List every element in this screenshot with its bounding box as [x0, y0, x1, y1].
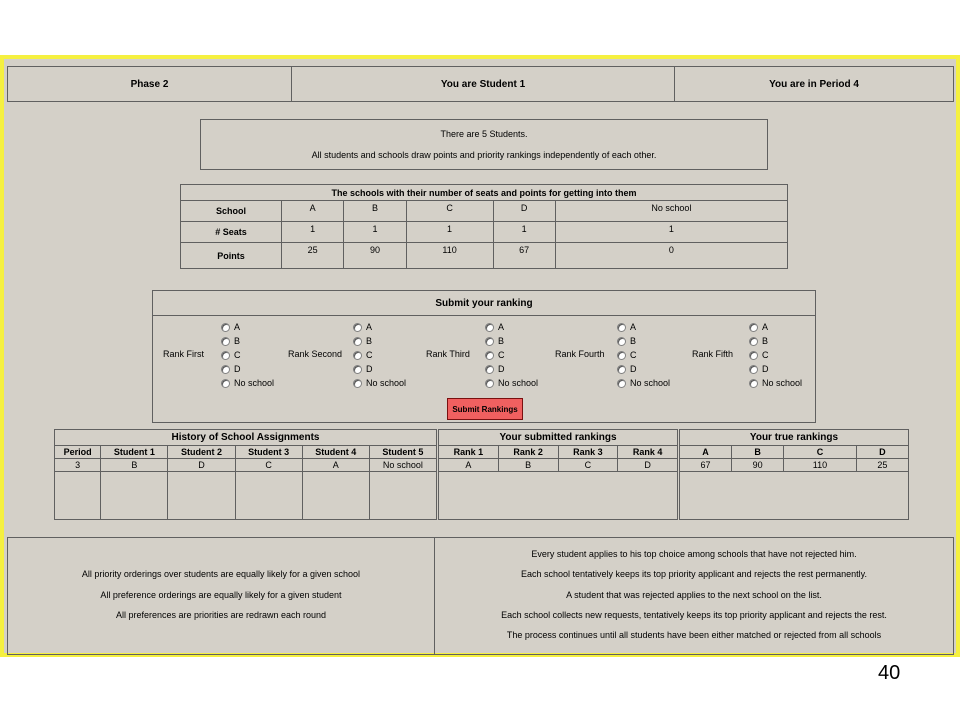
seats-value: 1 — [282, 222, 344, 243]
table-row — [439, 459, 678, 472]
rank-second-label: Rank Second — [288, 349, 343, 359]
note-right: Every student applies to his top choice among schools that have not rejected him. — [531, 549, 857, 559]
radio-icon[interactable] — [749, 337, 758, 346]
rank-third-option-d[interactable]: D — [485, 363, 505, 375]
radio-icon[interactable] — [353, 323, 362, 332]
seats-value: 1 — [555, 222, 787, 243]
points-value: 0 — [555, 243, 787, 269]
table-row — [439, 472, 678, 520]
points-value: 90 — [344, 243, 406, 269]
note-right: Each school tentatively keeps its top priority applicant and rejects the rest permanently. — [520, 569, 867, 579]
true-col-header: B — [732, 446, 784, 459]
true-cell: 25 — [856, 459, 908, 472]
rank-second-option-b[interactable]: B — [353, 335, 372, 347]
radio-icon[interactable] — [749, 351, 758, 360]
radio-icon[interactable] — [749, 323, 758, 332]
table-row — [55, 459, 437, 472]
school-name: D — [493, 201, 555, 222]
school-name: C — [406, 201, 493, 222]
radio-icon[interactable] — [617, 351, 626, 360]
rank-fifth-option-b[interactable]: B — [749, 335, 768, 347]
radio-icon[interactable] — [749, 365, 758, 374]
history-col-header: Student 3 — [235, 446, 302, 459]
school-row-label: School — [181, 201, 282, 222]
rank-fourth-option-a[interactable]: A — [617, 321, 636, 333]
points-value: 25 — [282, 243, 344, 269]
history-table — [54, 429, 437, 520]
seats-value: 1 — [344, 222, 406, 243]
rank-second-option-c[interactable]: C — [353, 349, 373, 361]
history-col-header: Period — [55, 446, 101, 459]
rank-fourth-option-b[interactable]: B — [617, 335, 636, 347]
rank-third-option-c[interactable]: C — [485, 349, 505, 361]
history-cell: C — [235, 459, 302, 472]
table-row — [680, 472, 909, 520]
history-cell: D — [168, 459, 235, 472]
schools-table-title: The schools with their number of seats and points for getting into them — [181, 185, 788, 201]
history-col-header: Student 2 — [168, 446, 235, 459]
radio-icon[interactable] — [353, 379, 362, 388]
history-title: History of School Assignments — [55, 430, 437, 446]
notes-left-panel — [7, 537, 435, 655]
history-col-header: Student 1 — [101, 446, 168, 459]
radio-icon[interactable] — [749, 379, 758, 388]
true-rankings-title: Your true rankings — [680, 430, 909, 446]
history-col-header: Student 4 — [302, 446, 369, 459]
rank-third-label: Rank Third — [426, 349, 470, 359]
rank-second-option-d[interactable]: D — [353, 363, 373, 375]
rank-third-option-b[interactable]: B — [485, 335, 504, 347]
rank-fifth-option-c[interactable]: C — [749, 349, 769, 361]
submitted-col-header: Rank 1 — [439, 446, 499, 459]
radio-icon[interactable] — [353, 365, 362, 374]
rank-fourth-option-none[interactable]: No school — [617, 377, 670, 389]
true-col-header: C — [784, 446, 857, 459]
history-cell: No school — [369, 459, 436, 472]
radio-icon[interactable] — [617, 337, 626, 346]
schools-table — [180, 184, 788, 269]
submitted-col-header: Rank 3 — [558, 446, 618, 459]
seats-value: 1 — [406, 222, 493, 243]
note-left: All preference orderings are equally likely for a given student — [100, 590, 342, 600]
points-row-label: Points — [181, 243, 282, 269]
points-value: 110 — [406, 243, 493, 269]
school-name: A — [282, 201, 344, 222]
phase-label: Phase 2 — [7, 66, 292, 102]
true-rankings-table — [679, 429, 909, 520]
rank-fifth-option-a[interactable]: A — [749, 321, 768, 333]
radio-icon[interactable] — [617, 323, 626, 332]
rank-second-option-none[interactable]: No school — [353, 377, 406, 389]
rank-first-option-b[interactable]: B — [221, 335, 240, 347]
true-col-header: D — [856, 446, 908, 459]
history-col-header: Student 5 — [369, 446, 436, 459]
rank-third-option-none[interactable]: No school — [485, 377, 538, 389]
points-value: 67 — [493, 243, 555, 269]
submitted-col-header: Rank 4 — [618, 446, 678, 459]
radio-icon[interactable] — [485, 351, 494, 360]
notes-right-panel — [434, 537, 954, 655]
radio-icon[interactable] — [221, 351, 230, 360]
table-row — [55, 472, 437, 520]
radio-icon[interactable] — [221, 337, 230, 346]
info-box — [200, 119, 768, 170]
radio-icon[interactable] — [617, 379, 626, 388]
rank-fourth-label: Rank Fourth — [555, 349, 605, 359]
radio-icon[interactable] — [353, 351, 362, 360]
submitted-col-header: Rank 2 — [498, 446, 558, 459]
true-cell: 110 — [784, 459, 857, 472]
table-row — [680, 459, 909, 472]
rank-second-option-a[interactable]: A — [353, 321, 372, 333]
ranking-panel — [152, 290, 816, 423]
radio-icon[interactable] — [617, 365, 626, 374]
true-col-header: A — [680, 446, 732, 459]
school-name: No school — [555, 201, 787, 222]
rank-first-option-c[interactable]: C — [221, 349, 241, 361]
info-line-1: There are 5 Students. — [440, 129, 528, 139]
history-cell: 3 — [55, 459, 101, 472]
rank-fifth-label: Rank Fifth — [692, 349, 734, 359]
radio-icon[interactable] — [485, 365, 494, 374]
info-line-2: All students and schools draw points and priority rankings independently of each other. — [311, 150, 657, 160]
radio-icon[interactable] — [221, 365, 230, 374]
history-cell: B — [101, 459, 168, 472]
seats-value: 1 — [493, 222, 555, 243]
rank-first-option-a[interactable]: A — [221, 321, 240, 333]
radio-icon[interactable] — [485, 379, 494, 388]
submitted-title: Your submitted rankings — [439, 430, 678, 446]
submitted-cell: D — [618, 459, 678, 472]
submitted-rankings-table — [438, 429, 678, 520]
page-number: 40 — [878, 662, 901, 684]
radio-icon[interactable] — [221, 323, 230, 332]
ranking-title: Submit your ranking — [153, 291, 815, 316]
seats-row-label: # Seats — [181, 222, 282, 243]
submit-rankings-button[interactable]: Submit Rankings — [447, 398, 523, 420]
period-label: You are in Period 4 — [674, 66, 954, 102]
rank-fifth-option-none[interactable]: No school — [749, 377, 802, 389]
rank-fourth-option-c[interactable]: C — [617, 349, 637, 361]
history-cell: A — [302, 459, 369, 472]
school-name: B — [344, 201, 406, 222]
rank-first-option-none[interactable]: No school — [221, 377, 274, 389]
rank-fourth-option-d[interactable]: D — [617, 363, 637, 375]
radio-icon[interactable] — [485, 337, 494, 346]
rank-fifth-option-d[interactable]: D — [749, 363, 769, 375]
submitted-cell: A — [439, 459, 499, 472]
rank-first-label: Rank First — [163, 349, 205, 359]
note-right: A student that was rejected applies to the next school on the list. — [566, 590, 822, 600]
note-left: All priority orderings over students are equally likely for a given school — [81, 569, 361, 579]
true-cell: 90 — [732, 459, 784, 472]
experiment-window — [0, 55, 960, 657]
radio-icon[interactable] — [221, 379, 230, 388]
true-cell: 67 — [680, 459, 732, 472]
submitted-cell: C — [558, 459, 618, 472]
note-left: All preferences are priorities are redrawn each round — [115, 610, 327, 620]
rank-third-option-a[interactable]: A — [485, 321, 504, 333]
radio-icon[interactable] — [353, 337, 362, 346]
student-label: You are Student 1 — [291, 66, 675, 102]
note-right: Each school collects new requests, tentatively keeps its top priority applicant and rejects the rest. — [501, 610, 887, 620]
submitted-cell: B — [498, 459, 558, 472]
radio-icon[interactable] — [485, 323, 494, 332]
rank-first-option-d[interactable]: D — [221, 363, 241, 375]
note-right: The process continues until all students have been either matched or rejected from all schools — [506, 630, 882, 640]
